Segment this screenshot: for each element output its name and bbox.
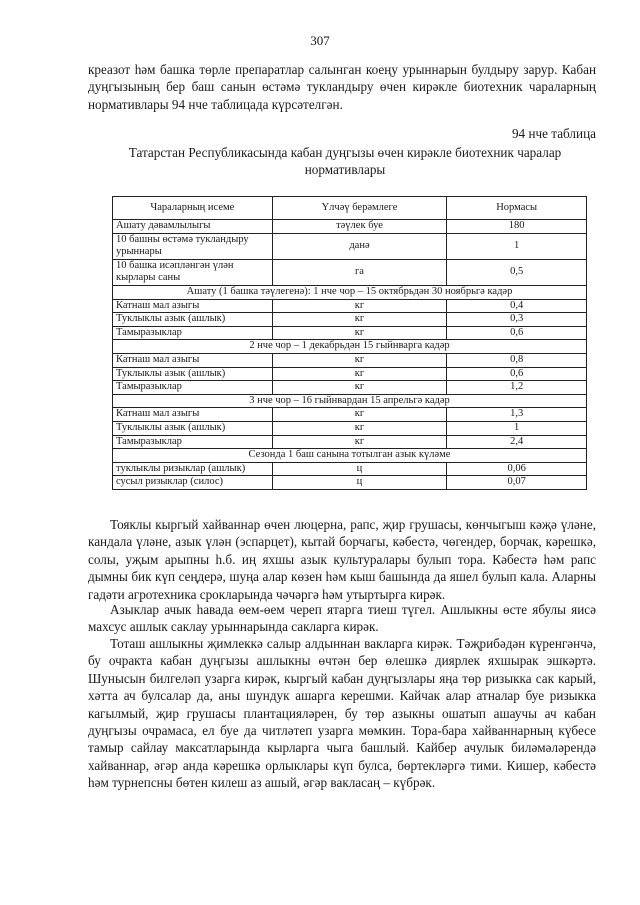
table-section-row <box>113 285 587 299</box>
row-name: Туклыклы азык (ашлык) <box>113 421 273 435</box>
row-unit: тәүлек буе <box>272 220 447 234</box>
table-row <box>113 476 587 490</box>
header-norm: Нормасы <box>447 197 587 220</box>
row-name: туклыклы ризыклар (ашлык) <box>113 462 273 476</box>
row-unit: кг <box>272 381 447 395</box>
table-row <box>113 326 587 340</box>
table-title: Татарстан Республикасында кабан дуңгызы өчен кирәкле биотехник чаралар нормативлары <box>128 145 562 178</box>
row-name: Катнаш мал азыгы <box>113 353 273 367</box>
table-row <box>113 313 587 327</box>
table-row <box>113 259 587 285</box>
body-paragraph-2: Азыклар ачык һавада өем-өем череп ятарга тиеш түгел. Ашлыкны өсте ябулы яисә махсус ашлык саклау урыннарында сакларга кирәк. <box>88 602 596 635</box>
row-norm: 0,06 <box>447 462 587 476</box>
table-row <box>113 462 587 476</box>
row-name: Тамыразыклар <box>113 326 273 340</box>
row-norm: 180 <box>447 220 587 234</box>
row-unit: кг <box>272 421 447 435</box>
header-name: Чараларның исеме <box>113 197 273 220</box>
row-name: Катнаш мал азыгы <box>113 408 273 422</box>
row-unit: ц <box>272 462 447 476</box>
header-unit: Үлчәү берәмлеге <box>272 197 447 220</box>
section-title: 2 нче чор – 1 декабрьдән 15 гыйнварга кадәр <box>113 340 587 354</box>
body-paragraph-1: Тояклы кыргый хайваннар өчен люцерна, рапс, җир грушасы, көнчыгыш кәҗә үләне, кандала үләне, азык үлән (эспарцет), кытай борчагы, кәбестә, чөгендер, борчак, кәрешкә, солы, уҗым арыпны һ.б. иң яхшы азык культуралары булып тора. Кәбестә һәм рапс дымны бик күп сеңдерә, шуңа алар көзен һәм кыш башында да яшел булып кала. Аларны гадәти агротехника срокларында чәчәргә һәм утыртырга кирәк. <box>88 517 596 602</box>
row-norm: 0,5 <box>447 259 587 285</box>
section-title: Сезонда 1 баш санына тотылган азык күләме <box>113 449 587 463</box>
row-norm: 0,6 <box>447 326 587 340</box>
table-row <box>113 408 587 422</box>
row-norm: 0,4 <box>447 299 587 313</box>
row-norm: 0,07 <box>447 476 587 490</box>
table-label: 94 нче таблица <box>511 126 596 141</box>
row-name: 10 башны өстәмә тукландыру урыннары <box>113 233 273 259</box>
row-unit: кг <box>272 435 447 449</box>
row-name: Туклыклы азык (ашлык) <box>113 367 273 381</box>
page-number: 307 <box>310 33 330 48</box>
table-row <box>113 435 587 449</box>
row-norm: 0,6 <box>447 367 587 381</box>
row-name: Туклыклы азык (ашлык) <box>113 313 273 327</box>
table-row <box>113 299 587 313</box>
body-paragraph-3: Тоташ ашлыкны җимлеккә салыр алдыннан вакларга кирәк. Тәҗрибәдән күренгәнчә, бу очракта кабан дуңгызы ашлыкны өчтән бер өлешкә диярлек яхшырак эшкәртә. Шунысын билгеләп узарга кирәк, кыргый кабан дуңгызлары яңа төр ризыкка сак карый, хәтта ач булсалар да, аны шундук ашарга керешми. Кайчак алар атналар буе ризыкка кагылмый, җир грушасы плантацияләрен, бу төр азыкны ошатып ашаучы ач кабан дуңгызы очрамаса, ел буе да читләтеп узарга мөмкин. Тора-бара хайваннарның күбесе тамыр сайлау максатларында кырларга чыга башлый. Кайбер ачулык биләмәләрендә хайваннар, әгәр анда кәрешкә орлыклары күп булса, бөртекләргә тими. Кишер, кәбестә һәм турнепсны бөтен килеш аз ашый, әгәр вакласаң – күбрәк. <box>88 636 596 791</box>
row-norm: 1 <box>447 421 587 435</box>
row-name: Катнаш мал азыгы <box>113 299 273 313</box>
norms-table <box>112 196 587 490</box>
section-title: Ашату (1 башка тәүлегенә): 1 нче чор – 15 октябрьдән 30 ноябрьгә кадәр <box>113 285 587 299</box>
table-row <box>113 233 587 259</box>
row-name: Тамыразыклар <box>113 435 273 449</box>
row-unit: кг <box>272 353 447 367</box>
section-title: 3 нче чор – 16 гыйнвардан 15 апрельгә кадәр <box>113 394 587 408</box>
intro-paragraph: креазот һәм башка төрле препаратлар салынган коеңу урыннарын булдыру зарур. Кабан дуңгызының бер баш санын өстәмә тукландыру өчен кирәкле биотехник чараларның нормативлары 94 нче таблицада күрсәтелгән. <box>88 62 596 112</box>
row-norm: 1,3 <box>447 408 587 422</box>
table-section-row <box>113 340 587 354</box>
row-norm: 0,8 <box>447 353 587 367</box>
row-unit: кг <box>272 313 447 327</box>
row-name: Тамыразыклар <box>113 381 273 395</box>
table-row <box>113 220 587 234</box>
row-unit: кг <box>272 326 447 340</box>
table-row <box>113 421 587 435</box>
row-unit: га <box>272 259 447 285</box>
row-norm: 2,4 <box>447 435 587 449</box>
table-section-row <box>113 394 587 408</box>
table-header-row <box>113 197 587 220</box>
row-norm: 1,2 <box>447 381 587 395</box>
row-name: 10 башка исәпләнгән үлән кырлары саны <box>113 259 273 285</box>
row-unit: кг <box>272 299 447 313</box>
row-name: Ашату дәвамлылыгы <box>113 220 273 234</box>
row-name: сусыл ризыклар (силос) <box>113 476 273 490</box>
row-unit: ц <box>272 476 447 490</box>
row-unit: данә <box>272 233 447 259</box>
table-row <box>113 381 587 395</box>
table-row <box>113 367 587 381</box>
row-norm: 0,3 <box>447 313 587 327</box>
row-unit: кг <box>272 408 447 422</box>
table-row <box>113 353 587 367</box>
row-unit: кг <box>272 367 447 381</box>
table-section-row <box>113 449 587 463</box>
row-norm: 1 <box>447 233 587 259</box>
